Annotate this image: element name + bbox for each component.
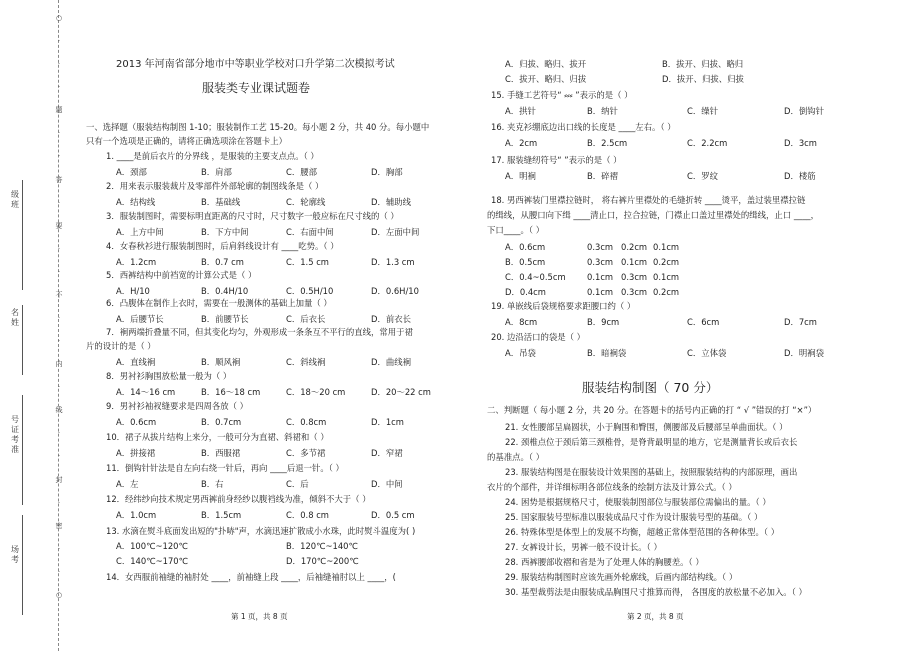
option: B．120℃~140℃ bbox=[286, 541, 358, 551]
option: D．20～22 cm bbox=[371, 387, 431, 397]
question-text: 片的设计的是（ ） bbox=[86, 341, 156, 351]
option: A．归拔、略归、拔开 bbox=[505, 59, 587, 69]
instructions-line-1: 一、选择题（服装结构制图 1-10；服装制作工艺 15-20。每小题 2 分，共 40 分。每小题中 bbox=[86, 122, 430, 132]
option: D．辅助线 bbox=[371, 197, 411, 207]
field-label: 名姓 bbox=[11, 308, 19, 327]
option: B．下方中间 bbox=[201, 227, 249, 237]
option: A．0.6cm bbox=[505, 242, 546, 252]
option: C．斜线裥 bbox=[286, 357, 326, 367]
option: D．1cm bbox=[371, 417, 404, 427]
exam-title: 2013 年河南省部分地市中等职业学校对口升学第二次模拟考试 bbox=[116, 59, 395, 70]
option: 0.1cm bbox=[587, 272, 614, 282]
option: A．H/10 bbox=[116, 286, 150, 296]
field-line bbox=[22, 395, 23, 505]
seal-character: 要 bbox=[55, 221, 63, 230]
instructions-line-2: 只有一个选项是正确的，请将正确选项涂在答题卡上） bbox=[86, 136, 287, 146]
option: C．0.4~0.5cm bbox=[505, 272, 566, 282]
option: B．0.5cm bbox=[505, 257, 546, 267]
option: D．前衣长 bbox=[371, 314, 411, 324]
seal-character: 内 bbox=[55, 360, 63, 369]
option: D．拔开、归拔、归拔 bbox=[662, 74, 744, 84]
option: C．拔开、略归、归拔 bbox=[505, 74, 587, 84]
seal-character: 封 bbox=[55, 475, 63, 484]
seal-character: · bbox=[57, 83, 61, 92]
option: C．0.5H/10 bbox=[286, 286, 334, 296]
option: B．前腰节长 bbox=[201, 314, 249, 324]
question-14: 14．女西服前袖缝的袖肘处 ____，前袖缝上段 ____，后袖缝袖肘以上 ____，( bbox=[106, 572, 396, 582]
option: C．罗纹 bbox=[687, 171, 718, 181]
seal-character: 密 bbox=[55, 521, 63, 530]
option: D．曲线裥 bbox=[371, 357, 411, 367]
question-18-line-3: 下口____。（ ） bbox=[487, 225, 545, 235]
seal-character: · bbox=[57, 37, 61, 46]
option: D．170℃~200℃ bbox=[286, 556, 359, 566]
option: 0.1cm bbox=[653, 272, 680, 282]
option: 0.3cm bbox=[587, 257, 614, 267]
option: 0.3cm bbox=[621, 272, 648, 282]
option: C．1.5 cm bbox=[286, 257, 329, 267]
option: B．2.5cm bbox=[587, 138, 628, 148]
seal-character: · bbox=[57, 452, 61, 461]
seal-character: · bbox=[57, 567, 61, 576]
option: B．基础线 bbox=[201, 197, 241, 207]
option: A．颈部 bbox=[116, 167, 147, 177]
seal-character: 线 bbox=[55, 406, 63, 415]
judge-question: 26. 特殊体型是体型上的发展不均衡，超越正常体型范围的各种体型。（ ） bbox=[505, 527, 780, 537]
option: A．明裥 bbox=[505, 171, 536, 181]
option: A．直线裥 bbox=[116, 357, 156, 367]
option: D．0.5 cm bbox=[371, 510, 415, 520]
question-7-line-1: 7．裥两端折叠量不同，但其变化均匀，外观形成一条条互不平行的直线，常用于裙 bbox=[106, 327, 413, 337]
seal-character: ○ bbox=[55, 590, 63, 599]
option: C．轮廓线 bbox=[286, 197, 326, 207]
judge-question: 22. 颈椎点位于颈后第三颈椎骨，是脊背最明显的地方，它是测量背长或后衣长 bbox=[505, 437, 798, 447]
option: C．0.8cm bbox=[286, 417, 327, 427]
option: B．0.7 cm bbox=[201, 257, 244, 267]
option: C．立体袋 bbox=[687, 348, 727, 358]
option: A．后腰节长 bbox=[116, 314, 164, 324]
option: C．140℃~170℃ bbox=[116, 556, 189, 566]
page-footer: 第 1 页，共 8 页 bbox=[231, 612, 288, 621]
option: C．多节裙 bbox=[286, 448, 326, 458]
seal-character: · bbox=[57, 152, 61, 161]
seal-character: · bbox=[57, 198, 61, 207]
option: D．楼筋 bbox=[784, 171, 816, 181]
question-text: 3．服装制图时，需要标明直距离的尺寸时，尺寸数字一般应标在尺寸线的（ ） bbox=[106, 211, 399, 221]
question-text: 5．西裤结构中前裆宽的计算公式是（ ） bbox=[106, 270, 257, 280]
question-text: 9．男衬衫袖衩缝要求是四周各放（ ） bbox=[106, 401, 248, 411]
option: 0.1cm bbox=[653, 242, 680, 252]
option: A．1.2cm bbox=[116, 257, 157, 267]
question-text: 20. 边沿活口的袋是（ ） bbox=[491, 332, 586, 342]
binding-dashed-line bbox=[58, 0, 59, 651]
option: D．明裥袋 bbox=[784, 348, 824, 358]
judge-question: 23. 服装结构图是在服装设计效果图的基础上，按照服装结构的内部原理，画出 bbox=[505, 467, 798, 477]
seal-character: · bbox=[57, 544, 61, 553]
option: 0.1cm bbox=[587, 287, 614, 297]
option: A．左 bbox=[116, 479, 139, 489]
option: B．9cm bbox=[587, 317, 620, 327]
option: A．上方中间 bbox=[116, 227, 164, 237]
question-text: 10．裙子从拔片结构上来分，一般可分为直裙、斜裙和（ ） bbox=[106, 432, 329, 442]
page-footer: 第 2 页，共 8 页 bbox=[627, 612, 684, 621]
question-text: 15. 手缝工艺符号“ ⸗⸗⸗ ”表示的是（ ） bbox=[491, 90, 633, 100]
judge-question: 衣片的个部件，并详细标明各部位线条的绘制方法及计算公式。（ ） bbox=[487, 482, 737, 492]
option: B．0.7cm bbox=[201, 417, 242, 427]
seal-character: · bbox=[57, 129, 61, 138]
question-text: 19. 单嵌线后袋规格要求距腰口约（ ） bbox=[491, 301, 636, 311]
option: C．右面中间 bbox=[286, 227, 334, 237]
option: C．后 bbox=[286, 479, 309, 489]
field-label: 场考 bbox=[11, 545, 19, 564]
option: A．拱针 bbox=[505, 106, 536, 116]
option: B．西服裙 bbox=[201, 448, 241, 458]
option: C．缲针 bbox=[687, 106, 718, 116]
option: A．8cm bbox=[505, 317, 538, 327]
option: 0.1cm bbox=[621, 257, 648, 267]
option: A．1.0cm bbox=[116, 510, 157, 520]
option: C．0.8 cm bbox=[286, 510, 329, 520]
option: C．2.2cm bbox=[687, 138, 728, 148]
option: D．1.3 cm bbox=[371, 257, 415, 267]
option: 0.3cm bbox=[587, 242, 614, 252]
judge-question: 27. 女裤设计长，男裤一般不设计长。（ ） bbox=[505, 542, 662, 552]
seal-character: · bbox=[57, 498, 61, 507]
option: B．16～18 cm bbox=[201, 387, 261, 397]
option: A．2cm bbox=[505, 138, 538, 148]
question-text: 1. ____是前后衣片的分界线 ，是服装的主要支点点。（ ） bbox=[106, 151, 319, 161]
option: C．腰部 bbox=[286, 167, 317, 177]
option: D．0.4cm bbox=[505, 287, 546, 297]
option: B．0.4H/10 bbox=[201, 286, 249, 296]
question-text: 8．男衬衫胸围放松量一般为（ ） bbox=[106, 371, 232, 381]
seal-character: · bbox=[57, 337, 61, 346]
option: 0.2cm bbox=[621, 242, 648, 252]
judge-question: 的基准点。（ ） bbox=[487, 452, 545, 462]
option: A．拼接裙 bbox=[116, 448, 156, 458]
option: C．后衣长 bbox=[286, 314, 326, 324]
option: D．左面中间 bbox=[371, 227, 420, 237]
option: B．肩部 bbox=[201, 167, 232, 177]
option: C．6cm bbox=[687, 317, 720, 327]
option: C．18～20 cm bbox=[286, 387, 346, 397]
option: 0.2cm bbox=[653, 287, 680, 297]
option: A．0.6cm bbox=[116, 417, 157, 427]
option: 0.3cm bbox=[621, 287, 648, 297]
judge-question: 25. 国家服装号型标准以服装成品尺寸作为设计服装号型的基础。（ ） bbox=[505, 512, 763, 522]
judge-question: 29. 服装结构制图时应该先画外轮廓线，后画内部结构线。（ ） bbox=[505, 572, 738, 582]
seal-character: 答 bbox=[55, 175, 63, 184]
judge-question: 28. 西裤腰部收褶和省是为了处理人体的胸腰差。（ ） bbox=[505, 557, 704, 567]
question-text: 6．凸腹体在制作上衣时，需要在一般测体的基础上加量（ ） bbox=[106, 298, 332, 308]
field-label: 级班 bbox=[11, 190, 19, 209]
judge-question: 21. 女性腰部呈扁圆状，小于胸围和臀围，侧腰部及后腰部呈单曲面状。（ ） bbox=[505, 422, 788, 432]
seal-character: · bbox=[57, 244, 61, 253]
seal-character: · bbox=[57, 383, 61, 392]
page-1 bbox=[86, 0, 456, 651]
option: A．100℃~120℃ bbox=[116, 541, 188, 551]
binding-margin bbox=[0, 0, 63, 651]
option: 0.2cm bbox=[653, 257, 680, 267]
option: D．0.6H/10 bbox=[371, 286, 419, 296]
field-label: 号证考准 bbox=[11, 415, 19, 454]
option: A．结构线 bbox=[116, 197, 156, 207]
option: D．胸部 bbox=[371, 167, 403, 177]
field-line bbox=[22, 180, 23, 290]
option: D．3cm bbox=[784, 138, 817, 148]
option: B．拔开、归拔、略归 bbox=[662, 59, 744, 69]
question-18-line-1: 18. 男西裤装门里襟拉链时， 将右裤片里襟处的毛缝折转 ____烫平，盖过装里襟拉链 bbox=[491, 195, 806, 205]
seal-character: · bbox=[57, 314, 61, 322]
option: D．倒钩针 bbox=[784, 106, 824, 116]
question-text: 11．倒钩针针法是自左向右绕一针后，再向 ____后退一针。（ ） bbox=[106, 463, 344, 473]
option: A．14～16 cm bbox=[116, 387, 176, 397]
option: B．1.5cm bbox=[201, 510, 242, 520]
question-18-line-2: 的缉线，从腰口向下缉 ____清止口，拉合拉链，门襟止口盖过里襟处的缉线，止口 ____， bbox=[487, 210, 819, 220]
question-text: 17. 服装缝纫符号“ ”表示的是（ ） bbox=[491, 155, 622, 165]
field-line bbox=[22, 305, 23, 375]
question-text: 12．经纬纱向技术规定男西裤前身经纱以腹裆线为准，倾斜不大于（ ） bbox=[106, 494, 371, 504]
option: B．顺风裥 bbox=[201, 357, 241, 367]
option: B．右 bbox=[201, 479, 224, 489]
judge-instructions: 二、判断题（ 每小题 2 分，共 20 分。在答题卡的括号内正确的打 “ √ ”错误的打 “×”） bbox=[487, 405, 817, 415]
section-heading: 服装结构制图（ 70 分） bbox=[582, 380, 719, 395]
option: B．纳针 bbox=[587, 106, 618, 116]
judge-question: 30. 基型裁剪法是由服装成品胸围尺寸推算而得， 各围度的放松量不必加入。（ ） bbox=[505, 587, 807, 597]
option: D．7cm bbox=[784, 317, 817, 327]
seal-character: 不 bbox=[55, 290, 63, 299]
exam-subtitle: 服装类专业课试题卷 bbox=[202, 81, 311, 95]
field-line bbox=[22, 515, 23, 615]
seal-character: · bbox=[57, 267, 61, 276]
option: B．暗裥袋 bbox=[587, 348, 627, 358]
seal-character: · bbox=[57, 60, 61, 69]
question-text: 4．女春秋衫进行服装制图时，后肩斜线设计有 ____吃势。（ ） bbox=[106, 241, 339, 251]
option: A．吊袋 bbox=[505, 348, 536, 358]
seal-character: ○ bbox=[55, 14, 63, 22]
seal-character: · bbox=[57, 429, 61, 438]
page-2 bbox=[487, 0, 887, 651]
option: D．窄裙 bbox=[371, 448, 403, 458]
question-13: 13. 水滴在熨斗底面发出短的"扑哧"声，水滴迅速扩散成小水珠，此时熨斗温度为( ) bbox=[106, 526, 416, 536]
question-text: 2．用来表示服装裁片及零部件外部轮廓的制图线条是（ ） bbox=[106, 181, 324, 191]
judge-question: 24. 困势是根据规格尺寸，使服装制图部位与服装部位需偏出的量。（ ） bbox=[505, 497, 771, 507]
question-text: 16. 夹克衫绷底边出口线的长度是 ____左右。（ ） bbox=[491, 122, 676, 132]
seal-character: 题 bbox=[55, 106, 63, 115]
option: D．中间 bbox=[371, 479, 403, 489]
option: B．碎褶 bbox=[587, 171, 618, 181]
